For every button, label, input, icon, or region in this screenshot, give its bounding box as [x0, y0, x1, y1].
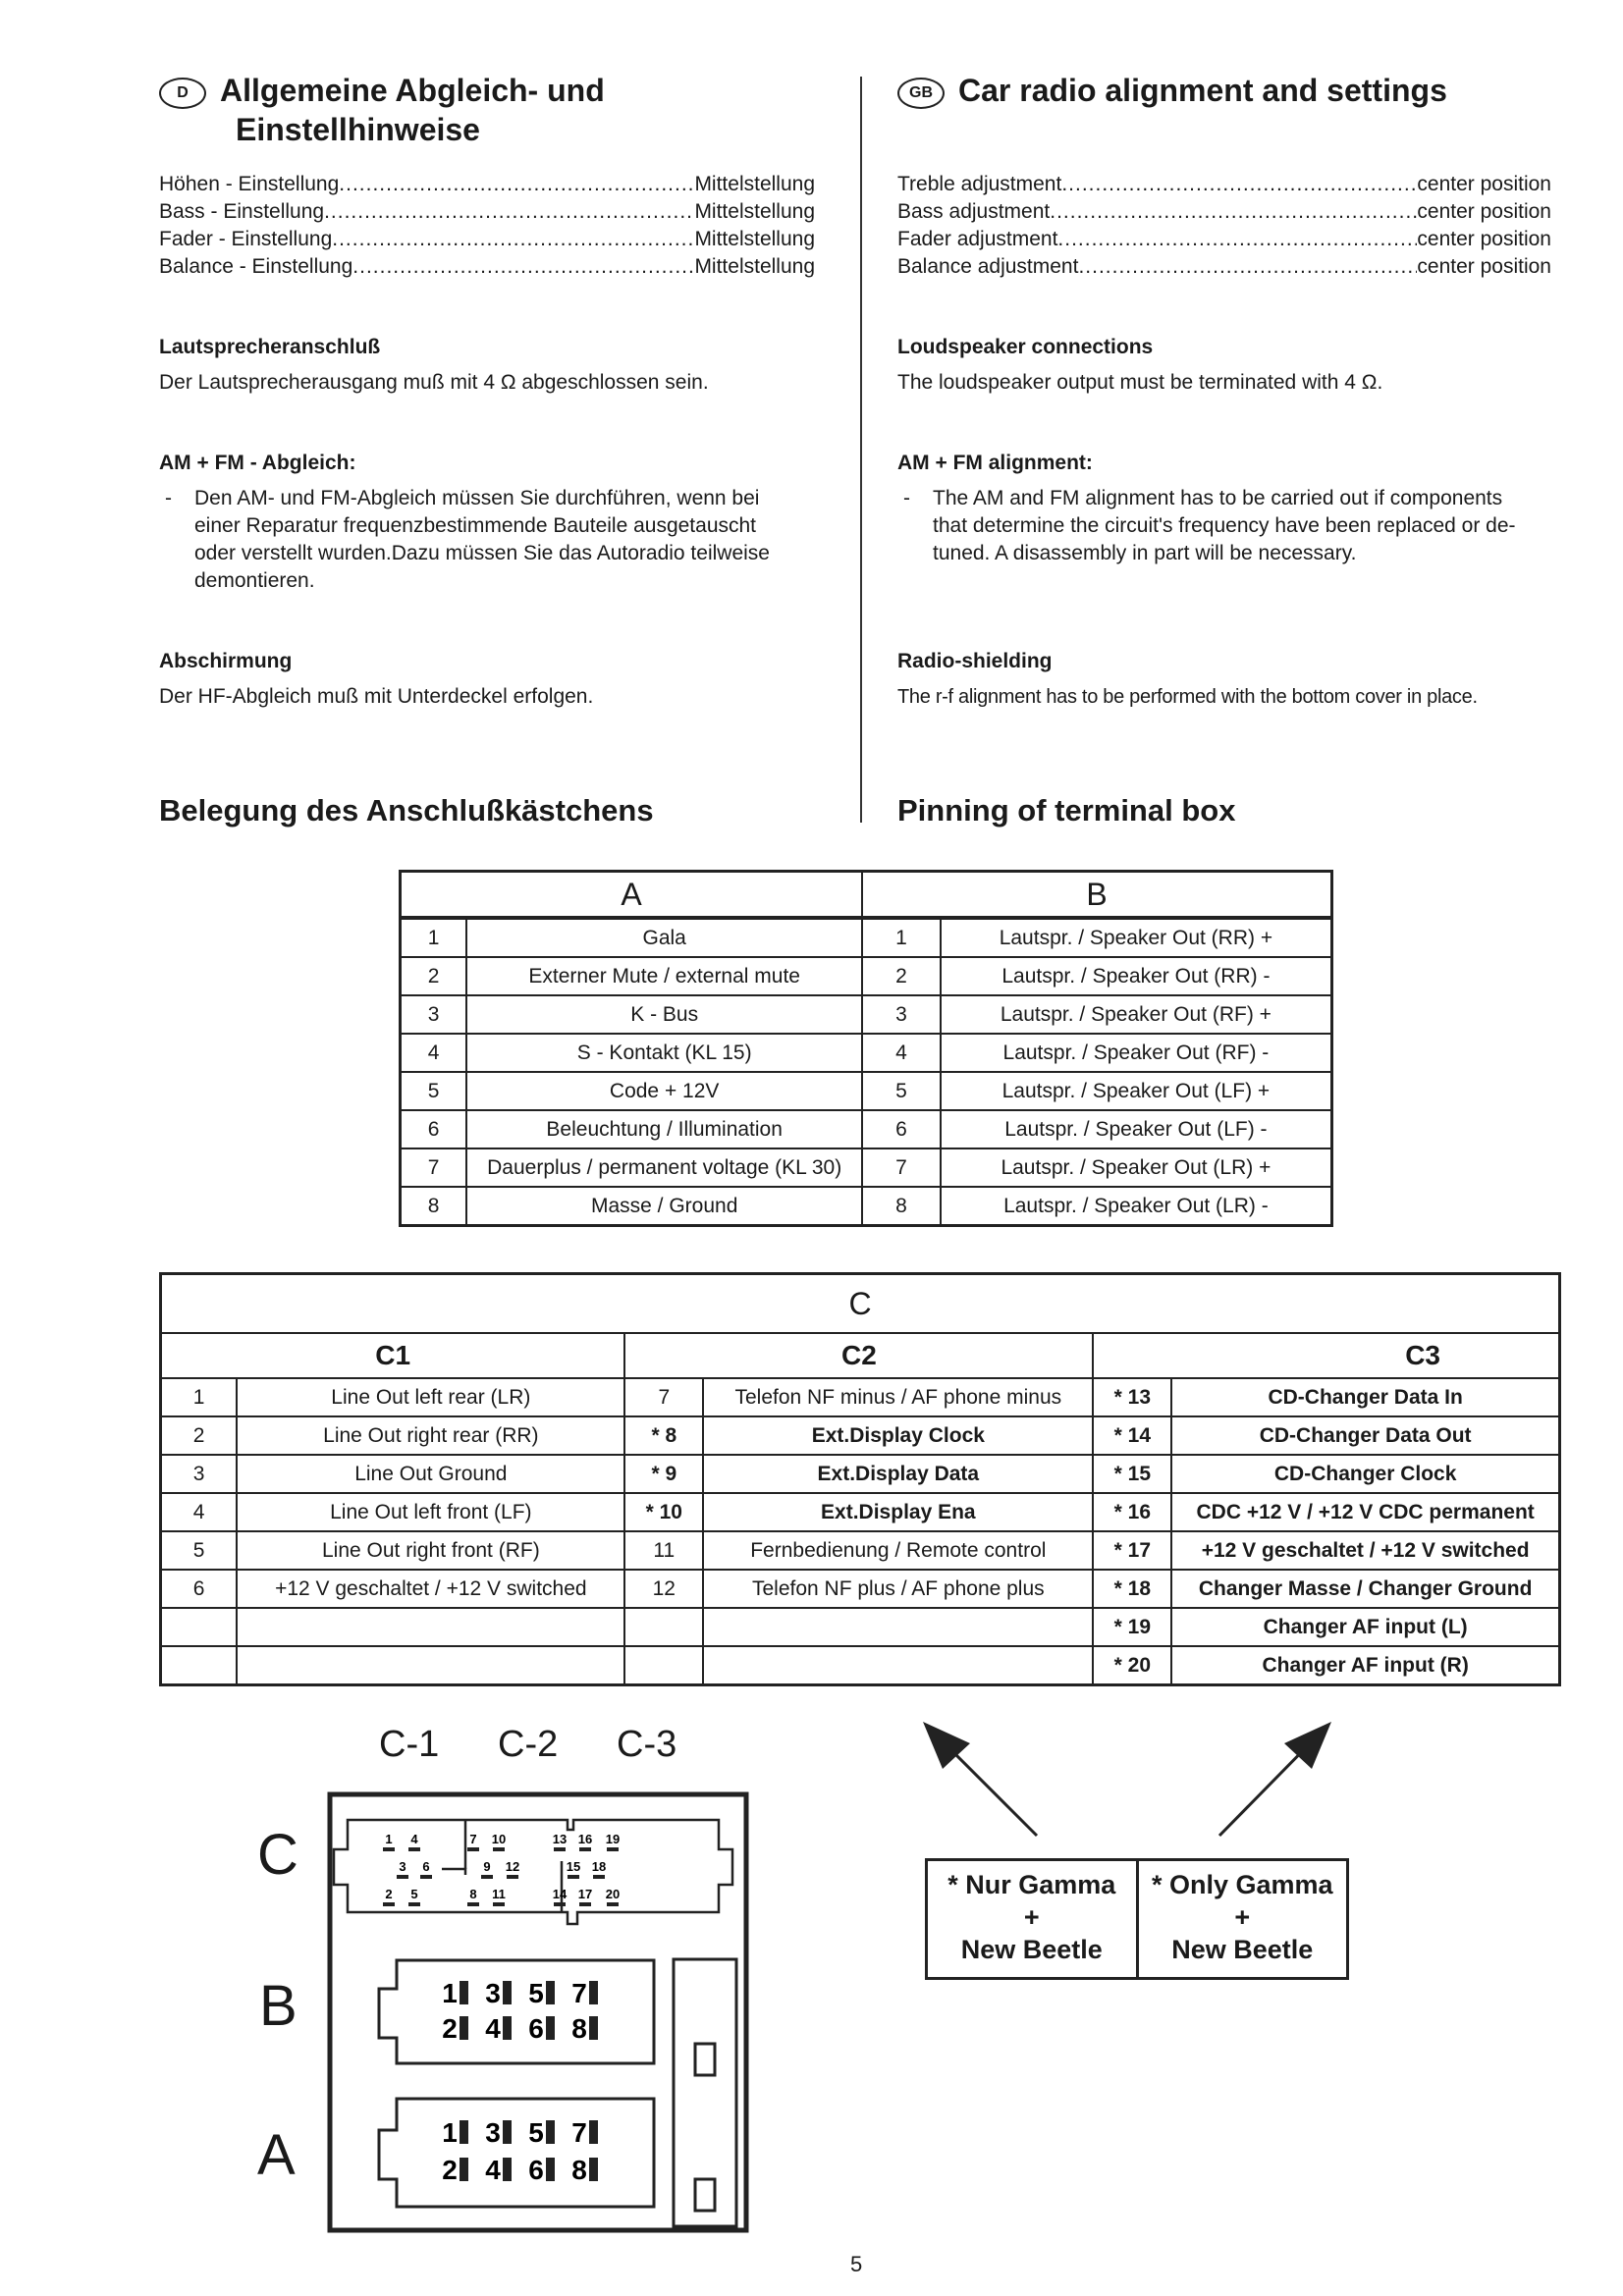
c3-pin: * 13	[1093, 1378, 1171, 1416]
setting-value: Mittelstellung	[694, 200, 815, 223]
setting-value: center position	[1417, 173, 1551, 195]
table-row	[401, 957, 1332, 995]
connector-pin-label: 16	[577, 1832, 593, 1846]
en-settings-list	[897, 171, 1551, 281]
connector-pin	[589, 2120, 598, 2144]
c1-pin: 5	[161, 1531, 238, 1570]
connector-pin-label: 11	[492, 1887, 506, 1901]
connector-pin	[460, 1981, 468, 2004]
gamma-note-de: * Nur Gamma + New Beetle	[928, 1861, 1139, 1977]
connector-pin	[546, 2158, 555, 2181]
table-row	[401, 918, 1332, 957]
header-a: A	[401, 872, 863, 919]
c2-function: Telefon NF minus / AF phone minus	[703, 1378, 1093, 1416]
connector-pin-label: 12	[505, 1859, 520, 1874]
amfm-line: tuned. A disassembly in part will be necessary.	[933, 542, 1357, 564]
connector-pin	[460, 2158, 468, 2181]
section-label-c: C	[257, 1823, 298, 1887]
c3-pin: * 16	[1093, 1493, 1171, 1531]
connector-label-c1: C-1	[379, 1724, 440, 1765]
a-function: Code + 12V	[466, 1072, 862, 1110]
de-lang-badge: D	[159, 78, 206, 109]
table-row	[161, 1378, 1560, 1416]
de-pin-title: Belegung des Anschlußkästchens	[159, 793, 654, 828]
a-block-outline	[379, 2099, 654, 2207]
setting-label: Bass - Einstellung	[159, 200, 325, 223]
c3-pin: * 19	[1093, 1608, 1171, 1646]
connector-diagram	[324, 1787, 756, 2238]
connector-pin	[589, 2158, 598, 2181]
setting-label: Balance - Einstellung	[159, 255, 353, 278]
connector-pin-label: 7	[571, 2117, 587, 2148]
side-slot-outline	[674, 1959, 736, 2226]
connector-pin	[503, 2158, 512, 2181]
header-c: C	[161, 1274, 1560, 1334]
connector-pin	[460, 2016, 468, 2040]
a-pin: 5	[401, 1072, 467, 1110]
connector-pin-label: 8	[571, 2155, 587, 2185]
connector-pin	[607, 1902, 619, 1906]
setting-label: Bass adjustment	[897, 200, 1051, 223]
setting-label: Fader adjustment	[897, 228, 1058, 250]
connector-pin	[593, 1875, 605, 1879]
connector-pin-label: 3	[399, 1859, 406, 1874]
a-function: S - Kontakt (KL 15)	[466, 1034, 862, 1072]
c3-function: CDC +12 V / +12 V CDC permanent	[1171, 1493, 1559, 1531]
connector-pin	[607, 1847, 619, 1851]
c1-function: +12 V geschaltet / +12 V switched	[237, 1570, 624, 1608]
c2-pin: 12	[624, 1570, 703, 1608]
setting-value: Mittelstellung	[694, 228, 815, 250]
en-column	[897, 71, 1551, 711]
de-column	[159, 71, 815, 711]
setting-value: Mittelstellung	[694, 173, 815, 195]
c2-pin: * 8	[624, 1416, 703, 1455]
connector-pin-label: 4	[410, 1832, 418, 1846]
amfm-line: demontieren.	[194, 569, 315, 592]
connector-pin	[568, 1875, 579, 1879]
connector-pin-label: 5	[528, 1978, 544, 2008]
table-row	[401, 1034, 1332, 1072]
a-function: Externer Mute / external mute	[466, 957, 862, 995]
header-c2: C2	[624, 1333, 1093, 1378]
setting-row	[159, 253, 815, 281]
a-function: K - Bus	[466, 995, 862, 1034]
c1-function	[237, 1646, 624, 1685]
de-title: D Allgemeine Abgleich- und Einstellhinweise	[159, 71, 815, 149]
setting-row	[897, 226, 1551, 253]
en-shield-text: The r-f alignment has to be performed with the bottom cover in place.	[897, 686, 1478, 708]
de-speaker-title: Lautsprecheranschluß	[159, 336, 381, 358]
connector-pin-label: 2	[442, 2155, 458, 2185]
connector-pin-label: 15	[566, 1859, 581, 1874]
c2-function: Telefon NF plus / AF phone plus	[703, 1570, 1093, 1608]
en-speaker-text: The loudspeaker output must be terminated with 4 Ω.	[897, 371, 1383, 394]
b-pin: 8	[862, 1187, 941, 1226]
c3-pin: * 14	[1093, 1416, 1171, 1455]
c2-pin: 7	[624, 1378, 703, 1416]
connector-pin	[546, 1981, 555, 2004]
b-pin: 5	[862, 1072, 941, 1110]
connector-pin	[408, 1847, 420, 1851]
setting-value: center position	[1417, 200, 1551, 223]
connector-pin	[383, 1902, 395, 1906]
setting-row	[159, 226, 815, 253]
de-shield-text: Der HF-Abgleich muß mit Unterdeckel erfolgen.	[159, 685, 594, 708]
table-row	[161, 1493, 1560, 1531]
connector-pin-label: 6	[422, 1859, 430, 1874]
b-function: Lautspr. / Speaker Out (LR) -	[941, 1187, 1332, 1226]
b-function: Lautspr. / Speaker Out (LF) -	[941, 1110, 1332, 1148]
a-pin: 6	[401, 1110, 467, 1148]
c2-pin: * 9	[624, 1455, 703, 1493]
setting-label: Balance adjustment	[897, 255, 1079, 278]
connector-pin-label: 1	[442, 2117, 458, 2148]
de-settings-list	[159, 171, 815, 281]
table-row	[401, 1110, 1332, 1148]
c-block-outline	[334, 1820, 732, 1924]
b-pin: 6	[862, 1110, 941, 1148]
connector-pin-label: 7	[469, 1832, 477, 1846]
c3-function: Changer AF input (R)	[1171, 1646, 1559, 1685]
connector-pin-label: 3	[485, 2117, 501, 2148]
setting-row	[897, 198, 1551, 226]
c3-pin: * 15	[1093, 1455, 1171, 1493]
header-c3: C3	[1093, 1333, 1559, 1378]
de-amfm-title: AM + FM - Abgleich:	[159, 452, 356, 474]
connector-pin	[493, 1847, 505, 1851]
c2-function: Ext.Display Clock	[703, 1416, 1093, 1455]
table-row	[401, 995, 1332, 1034]
connector-pin-label: 2	[442, 2013, 458, 2044]
en-shield-title: Radio-shielding	[897, 650, 1053, 672]
connector-pin-label: 19	[605, 1832, 621, 1846]
column-divider	[860, 77, 862, 823]
table-row	[161, 1570, 1560, 1608]
amfm-line: Den AM- und FM-Abgleich müssen Sie durchführen, wenn bei	[194, 487, 760, 509]
a-pin: 8	[401, 1187, 467, 1226]
arrows	[913, 1708, 1335, 1845]
connector-pin	[546, 2016, 555, 2040]
header-c1: C1	[161, 1333, 625, 1378]
setting-value: center position	[1417, 228, 1551, 250]
table-row	[161, 1646, 1560, 1685]
table-row	[401, 1072, 1332, 1110]
connector-pin-label: 13	[552, 1832, 568, 1846]
b-pin: 3	[862, 995, 941, 1034]
connector-pin	[554, 1902, 566, 1906]
setting-value: center position	[1417, 255, 1551, 278]
c2-function	[703, 1646, 1093, 1685]
setting-row	[159, 171, 815, 198]
pin-table-c	[159, 1272, 1561, 1686]
connector-pin-label: 3	[485, 1978, 501, 2008]
setting-row	[159, 198, 815, 226]
connector-pin-label: 14	[552, 1887, 568, 1901]
connector-label-c3: C-3	[617, 1724, 677, 1765]
connector-pin	[579, 1847, 591, 1851]
connector-pin	[467, 1902, 479, 1906]
c2-pin: * 10	[624, 1493, 703, 1531]
amfm-line: The AM and FM alignment has to be carried out if components	[933, 487, 1503, 509]
b-function: Lautspr. / Speaker Out (RR) +	[941, 918, 1332, 957]
connector-pin-label: 5	[528, 2117, 544, 2148]
a-pin: 2	[401, 957, 467, 995]
table-row	[161, 1531, 1560, 1570]
b-pin: 1	[862, 918, 941, 957]
b-function: Lautspr. / Speaker Out (RR) -	[941, 957, 1332, 995]
c1-function: Line Out Ground	[237, 1455, 624, 1493]
de-shield-title: Abschirmung	[159, 650, 293, 672]
gamma-note-box	[925, 1858, 1349, 1980]
connector-pin	[503, 2120, 512, 2144]
connector-pin	[503, 2016, 512, 2040]
table-row	[161, 1416, 1560, 1455]
c1-pin: 6	[161, 1570, 238, 1608]
connector-pin-label: 5	[410, 1887, 418, 1901]
connector-pin	[579, 1902, 591, 1906]
b-function: Lautspr. / Speaker Out (RF) -	[941, 1034, 1332, 1072]
en-title: GB Car radio alignment and settings	[897, 71, 1551, 110]
connector-pin-label: 8	[469, 1887, 477, 1901]
c2-pin	[624, 1608, 703, 1646]
connector-pin	[383, 1847, 395, 1851]
b-pin: 4	[862, 1034, 941, 1072]
connector-label-c2: C-2	[498, 1724, 559, 1765]
connector-pin-label: 17	[577, 1887, 593, 1901]
c3-pin: * 18	[1093, 1570, 1171, 1608]
connector-pin-label: 18	[591, 1859, 607, 1874]
connector-pin	[589, 2016, 598, 2040]
setting-row	[897, 171, 1551, 198]
connector-pin	[467, 1847, 479, 1851]
c1-function: Line Out right rear (RR)	[237, 1416, 624, 1455]
connector-pin-label: 1	[385, 1832, 393, 1846]
de-amfm-text: - Den AM- und FM-Abgleich müssen Sie durchführen, wenn bei einer Reparatur frequenzbestimmende Bauteile ausgetauscht oder verstellt wurden.Dazu müssen Sie das Autoradio teilweise demontieren.	[159, 485, 815, 595]
c3-function: CD-Changer Data Out	[1171, 1416, 1559, 1455]
setting-label: Fader - Einstellung	[159, 228, 333, 250]
amfm-line: oder verstellt wurden.Dazu müssen Sie das Autoradio teilweise	[194, 542, 770, 564]
a-pin: 7	[401, 1148, 467, 1187]
connector-pin	[589, 1981, 598, 2004]
connector-pin-label: 6	[528, 2155, 544, 2185]
c1-pin: 1	[161, 1378, 238, 1416]
b-pin: 7	[862, 1148, 941, 1187]
a-function: Gala	[466, 918, 862, 957]
c2-function: Fernbedienung / Remote control	[703, 1531, 1093, 1570]
connector-pin-label: 9	[483, 1859, 491, 1874]
b-function: Lautspr. / Speaker Out (LR) +	[941, 1148, 1332, 1187]
c3-function: +12 V geschaltet / +12 V switched	[1171, 1531, 1559, 1570]
a-pin: 1	[401, 918, 467, 957]
gamma-note-en: * Only Gamma + New Beetle	[1151, 1870, 1333, 1964]
section-label-b: B	[259, 1974, 298, 2038]
connector-pin-label: 4	[485, 2013, 501, 2044]
c2-function: Ext.Display Data	[703, 1455, 1093, 1493]
connector-pin	[507, 1875, 518, 1879]
c2-pin: 11	[624, 1531, 703, 1570]
header-b: B	[862, 872, 1331, 919]
de-speaker-text: Der Lautsprecherausgang muß mit 4 Ω abgeschlossen sein.	[159, 371, 709, 394]
table-row	[161, 1608, 1560, 1646]
side-slot-pin	[695, 2179, 715, 2211]
a-function: Dauerplus / permanent voltage (KL 30)	[466, 1148, 862, 1187]
setting-value: Mittelstellung	[694, 255, 815, 278]
c3-function: Changer AF input (L)	[1171, 1608, 1559, 1646]
c1-pin: 2	[161, 1416, 238, 1455]
connector-pin	[420, 1875, 432, 1879]
setting-label: Treble adjustment	[897, 173, 1062, 195]
c1-function: Line Out left rear (LR)	[237, 1378, 624, 1416]
en-pin-title: Pinning of terminal box	[897, 793, 1236, 828]
a-function: Beleuchtung / Illumination	[466, 1110, 862, 1148]
b-function: Lautspr. / Speaker Out (LF) +	[941, 1072, 1332, 1110]
connector-pin-label: 20	[605, 1887, 621, 1901]
section-label-a: A	[257, 2123, 296, 2187]
table-row	[401, 1148, 1332, 1187]
connector-pin	[481, 1875, 493, 1879]
c1-function	[237, 1608, 624, 1646]
connector-pin	[460, 2120, 468, 2144]
connector-pin	[546, 2120, 555, 2144]
a-pin: 3	[401, 995, 467, 1034]
table-row	[401, 1187, 1332, 1226]
b-block-outline	[379, 1960, 654, 2063]
c1-pin	[161, 1646, 238, 1685]
c3-function: CD-Changer Clock	[1171, 1455, 1559, 1493]
c1-function: Line Out right front (RF)	[237, 1531, 624, 1570]
amfm-line: einer Reparatur frequenzbestimmende Bauteile ausgetauscht	[194, 514, 757, 537]
c3-pin: * 17	[1093, 1531, 1171, 1570]
connector-pin-label: 10	[491, 1832, 507, 1846]
a-pin: 4	[401, 1034, 467, 1072]
en-amfm-title: AM + FM alignment:	[897, 452, 1093, 474]
c3-pin: * 20	[1093, 1646, 1171, 1685]
c2-function: Ext.Display Ena	[703, 1493, 1093, 1531]
connector-pin-label: 7	[571, 1978, 587, 2008]
en-lang-badge: GB	[897, 78, 945, 109]
b-pin: 2	[862, 957, 941, 995]
connector-pin-label: 6	[528, 2013, 544, 2044]
connector-pin-label: 8	[571, 2013, 587, 2044]
side-slot-pin	[695, 2044, 715, 2075]
connector-pin	[408, 1902, 420, 1906]
connector-pin-label: 4	[485, 2155, 501, 2185]
table-row	[161, 1455, 1560, 1493]
c3-function: CD-Changer Data In	[1171, 1378, 1559, 1416]
c1-pin: 3	[161, 1455, 238, 1493]
a-function: Masse / Ground	[466, 1187, 862, 1226]
connector-pin	[493, 1902, 505, 1906]
page-number: 5	[850, 2252, 863, 2276]
connector-pin	[503, 1981, 512, 2004]
c1-pin	[161, 1608, 238, 1646]
connector-pin	[554, 1847, 566, 1851]
b-function: Lautspr. / Speaker Out (RF) +	[941, 995, 1332, 1034]
pin-table-ab	[399, 870, 1333, 1227]
amfm-line: that determine the circuit's frequency have been replaced or de-	[933, 514, 1516, 537]
c2-function	[703, 1608, 1093, 1646]
en-speaker-title: Loudspeaker connections	[897, 336, 1154, 358]
en-amfm-text: - The AM and FM alignment has to be carried out if components that determine the circuit's frequency have been replaced or de- tuned. A disassembly in part will be necessary.	[897, 485, 1551, 567]
c1-pin: 4	[161, 1493, 238, 1531]
c1-function: Line Out left front (LF)	[237, 1493, 624, 1531]
connector-pin-label: 2	[385, 1887, 393, 1901]
c3-function: Changer Masse / Changer Ground	[1171, 1570, 1559, 1608]
connector-pin-label: 1	[442, 1978, 458, 2008]
setting-row	[897, 253, 1551, 281]
c2-pin	[624, 1646, 703, 1685]
setting-label: Höhen - Einstellung	[159, 173, 340, 195]
connector-pin	[397, 1875, 408, 1879]
